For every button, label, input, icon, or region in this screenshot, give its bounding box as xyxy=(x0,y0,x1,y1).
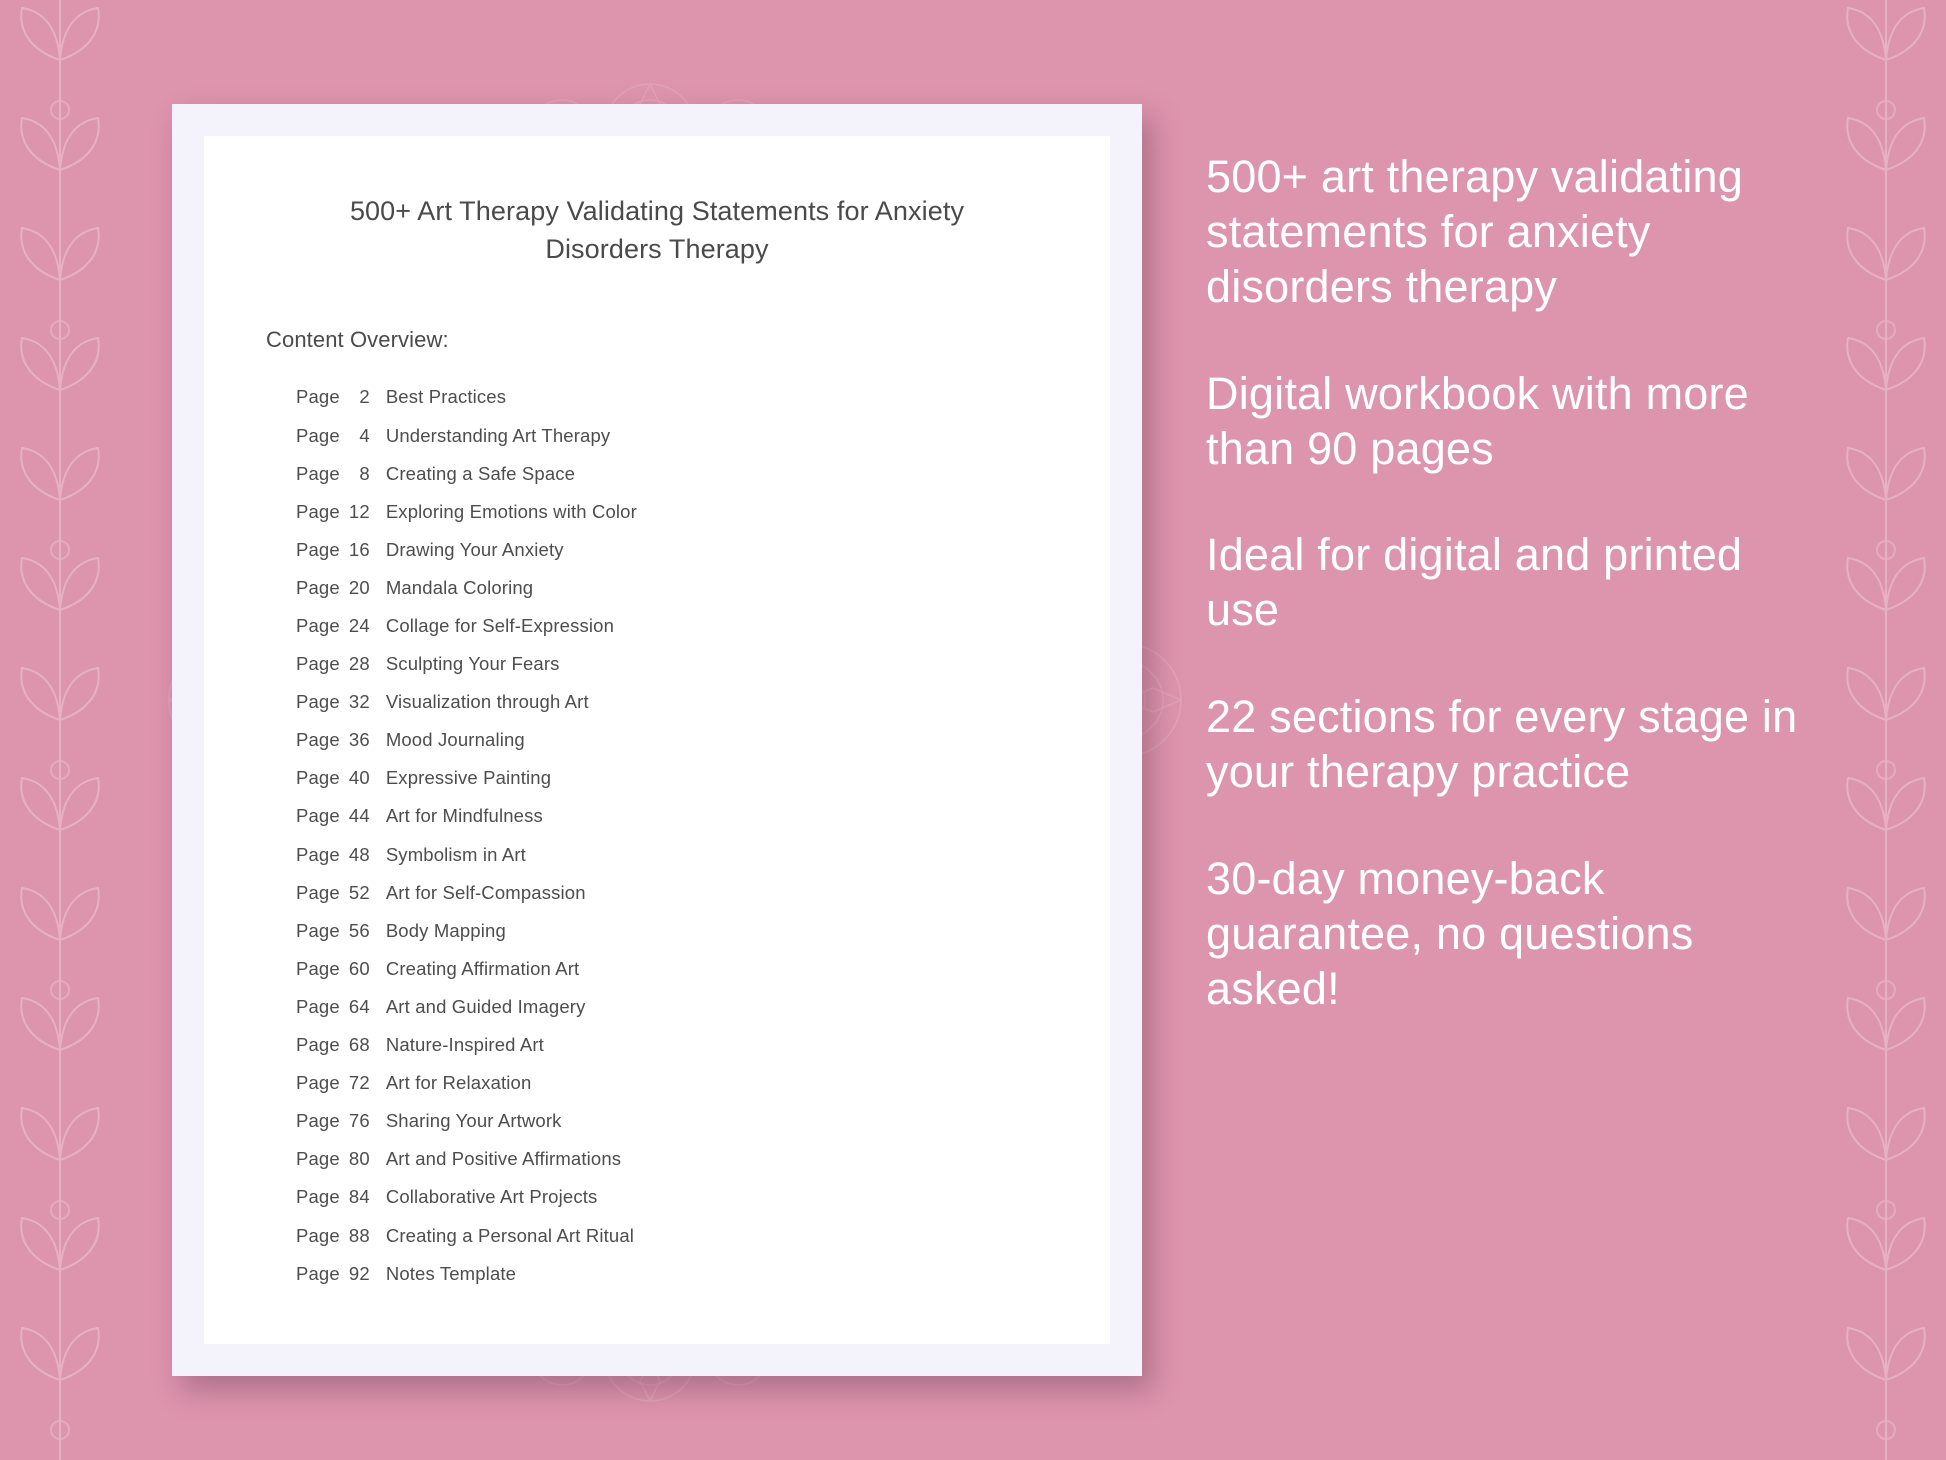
list-item xyxy=(296,455,1110,493)
marketing-bullet: 30-day money-back guarantee, no questions asked! xyxy=(1206,853,1694,1014)
list-item xyxy=(296,1179,1110,1217)
toc-entry-title: Collaborative Art Projects xyxy=(385,1186,598,1208)
list-item xyxy=(296,1026,1110,1064)
list-item xyxy=(296,722,1110,760)
toc-page-number: 48 xyxy=(348,843,370,865)
toc-page-number: 20 xyxy=(348,576,370,598)
toc-entry-title: Exploring Emotions with Color xyxy=(385,500,637,522)
toc-page-word: Page xyxy=(296,386,340,408)
toc-entry-title: Nature-Inspired Art xyxy=(385,1034,544,1056)
toc-entry-title: Mood Journaling xyxy=(385,729,525,751)
toc-entry-title: Symbolism in Art xyxy=(385,843,526,865)
content-overview-label: Content Overview: xyxy=(266,326,449,352)
list-item xyxy=(296,1141,1110,1179)
list-item xyxy=(296,874,1110,912)
toc-page-word: Page xyxy=(296,729,340,751)
toc-entry-title: Creating Affirmation Art xyxy=(385,957,580,979)
toc-page-number: 4 xyxy=(359,424,370,446)
toc-entry-title: Expressive Painting xyxy=(385,767,552,789)
toc-page-number: 80 xyxy=(348,1148,370,1170)
toc-page-word: Page xyxy=(296,691,340,713)
toc-page-number: 28 xyxy=(348,653,370,675)
toc-page-word: Page xyxy=(296,881,340,903)
table-of-contents xyxy=(296,379,1110,1293)
toc-page-word: Page xyxy=(296,1224,340,1246)
toc-entry-title: Art and Guided Imagery xyxy=(385,995,586,1017)
list-item xyxy=(296,798,1110,836)
toc-entry-title: Mandala Coloring xyxy=(385,576,534,598)
toc-page-word: Page xyxy=(296,1110,340,1132)
list-item xyxy=(296,645,1110,683)
toc-page-number: 56 xyxy=(348,919,370,941)
toc-entry-title: Collage for Self-Expression xyxy=(385,615,615,637)
toc-entry-title: Sharing Your Artwork xyxy=(385,1110,562,1132)
list-item xyxy=(296,836,1110,874)
toc-page-number: 8 xyxy=(359,462,370,484)
toc-page-word: Page xyxy=(296,919,340,941)
toc-page-word: Page xyxy=(296,957,340,979)
toc-page-number: 32 xyxy=(348,691,370,713)
toc-page-word: Page xyxy=(296,653,340,675)
list-item xyxy=(296,912,1110,950)
marketing-bullets xyxy=(1206,150,1826,1017)
toc-page-word: Page xyxy=(296,1148,340,1170)
toc-page-number: 36 xyxy=(348,729,370,751)
floral-border-right xyxy=(1826,0,1946,1460)
toc-page-word: Page xyxy=(296,615,340,637)
toc-page-number: 40 xyxy=(348,767,370,789)
toc-page-number: 92 xyxy=(348,1262,370,1284)
list-item xyxy=(296,1064,1110,1102)
toc-entry-title: Art for Relaxation xyxy=(385,1072,532,1094)
toc-page-number: 16 xyxy=(348,538,370,560)
toc-entry-title: Best Practices xyxy=(385,386,507,408)
toc-page-number: 84 xyxy=(348,1186,370,1208)
list-item xyxy=(296,988,1110,1026)
list-item xyxy=(296,1255,1110,1293)
list-item xyxy=(296,417,1110,455)
marketing-bullet: Ideal for digital and printed use xyxy=(1206,529,1743,636)
toc-page-number: 12 xyxy=(348,500,370,522)
toc-entry-title: Art and Positive Affirmations xyxy=(385,1148,622,1170)
toc-entry-title: Body Mapping xyxy=(385,919,506,941)
list-item xyxy=(296,683,1110,721)
document-page xyxy=(204,136,1110,1344)
toc-page-word: Page xyxy=(296,576,340,598)
list-item xyxy=(296,760,1110,798)
toc-page-word: Page xyxy=(296,1262,340,1284)
toc-entry-title: Art for Self-Compassion xyxy=(385,881,586,903)
toc-page-word: Page xyxy=(296,843,340,865)
toc-entry-title: Understanding Art Therapy xyxy=(385,424,611,446)
page-title: 500+ Art Therapy Validating Statements for Anxiety Disorders Therapy xyxy=(349,196,965,265)
toc-entry-title: Notes Template xyxy=(385,1262,517,1284)
toc-page-word: Page xyxy=(296,1186,340,1208)
toc-page-number: 88 xyxy=(348,1224,370,1246)
toc-page-number: 24 xyxy=(348,615,370,637)
toc-page-word: Page xyxy=(296,767,340,789)
list-item xyxy=(296,950,1110,988)
toc-page-word: Page xyxy=(296,424,340,446)
list-item xyxy=(296,531,1110,569)
marketing-bullet: Digital workbook with more than 90 pages xyxy=(1206,367,1749,474)
toc-entry-title: Sculpting Your Fears xyxy=(385,653,560,675)
toc-entry-title: Drawing Your Anxiety xyxy=(385,538,564,560)
toc-page-word: Page xyxy=(296,500,340,522)
toc-page-number: 60 xyxy=(348,957,370,979)
toc-page-number: 52 xyxy=(348,881,370,903)
list-item xyxy=(296,569,1110,607)
floral-border-left xyxy=(0,0,120,1460)
list-item xyxy=(296,607,1110,645)
toc-page-number: 64 xyxy=(348,995,370,1017)
toc-entry-title: Creating a Safe Space xyxy=(385,462,576,484)
list-item xyxy=(296,493,1110,531)
toc-page-word: Page xyxy=(296,805,340,827)
list-item xyxy=(296,379,1110,417)
marketing-bullet: 22 sections for every stage in your therapy practice xyxy=(1206,691,1798,798)
list-item xyxy=(296,1217,1110,1255)
toc-page-number: 44 xyxy=(348,805,370,827)
toc-page-word: Page xyxy=(296,995,340,1017)
toc-page-number: 72 xyxy=(348,1072,370,1094)
toc-page-number: 76 xyxy=(348,1110,370,1132)
toc-page-word: Page xyxy=(296,538,340,560)
document-preview xyxy=(172,104,1142,1376)
toc-entry-title: Visualization through Art xyxy=(385,691,589,713)
toc-page-word: Page xyxy=(296,462,340,484)
toc-entry-title: Creating a Personal Art Ritual xyxy=(385,1224,635,1246)
toc-page-word: Page xyxy=(296,1072,340,1094)
toc-page-number: 2 xyxy=(359,386,370,408)
list-item xyxy=(296,1102,1110,1140)
toc-page-word: Page xyxy=(296,1034,340,1056)
marketing-bullet: 500+ art therapy validating statements for anxiety disorders therapy xyxy=(1206,151,1744,312)
toc-entry-title: Art for Mindfulness xyxy=(385,805,543,827)
toc-page-number: 68 xyxy=(348,1034,370,1056)
